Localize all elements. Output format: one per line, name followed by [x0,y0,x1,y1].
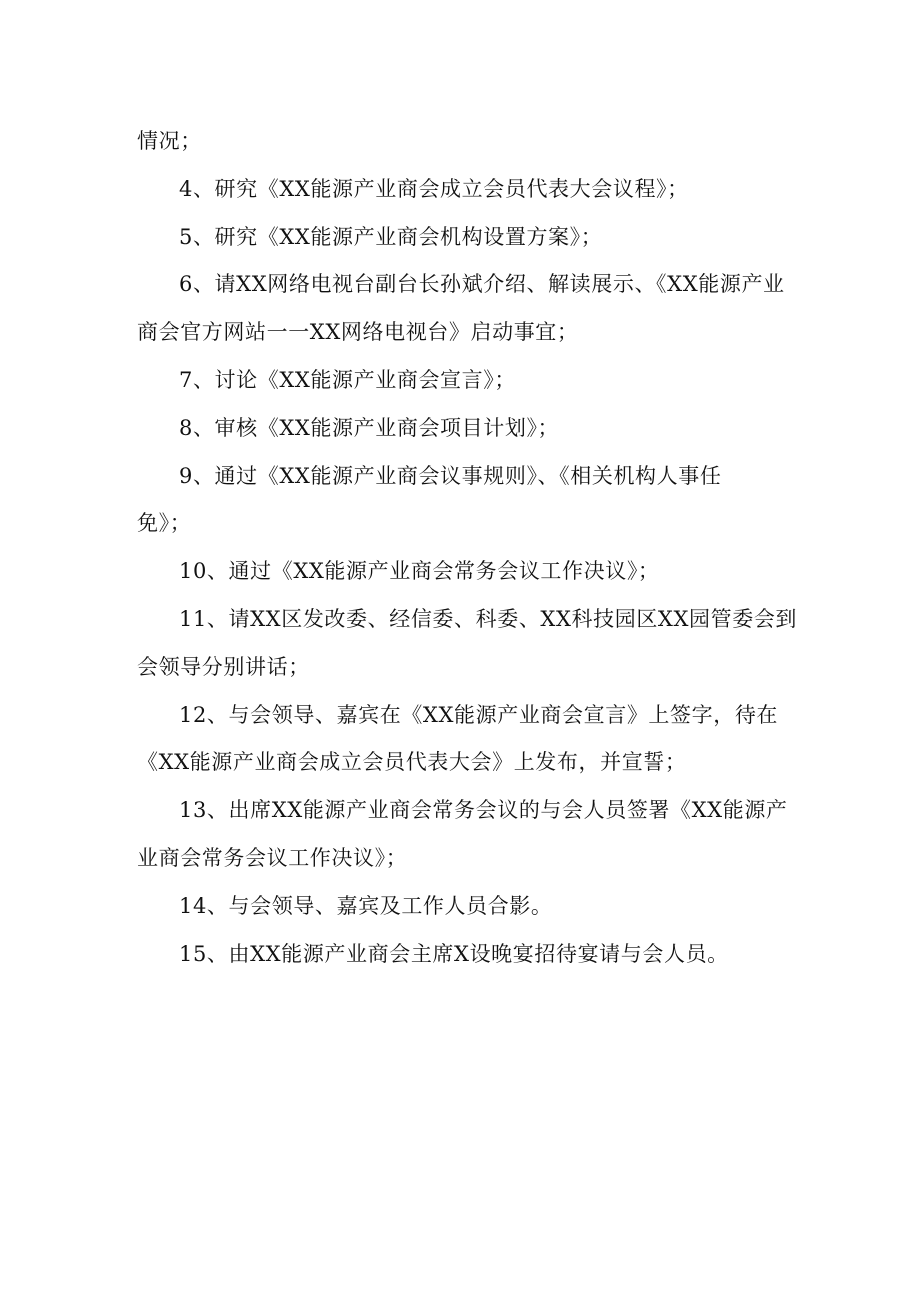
paragraph-line: 免》； [137,511,192,536]
paragraph-line: 会领导分别讲话； [137,654,310,679]
agenda-item-12 [137,692,777,788]
paragraph-line: 6、请XX网络电视台副台长孙斌介绍、解读展示、《XX能源产业 [179,272,785,297]
agenda-item-4 [137,166,777,214]
paragraph-line: 8、审核《XX能源产业商会项目计划》； [179,415,560,440]
agenda-item-9 [137,453,777,549]
agenda-item-10 [137,548,777,596]
paragraph-line: 5、研究《XX能源产业商会机构设置方案》； [179,224,603,249]
agenda-item-14 [137,883,777,931]
paragraph-line: 4、研究《XX能源产业商会成立会员代表大会议程》； [179,176,689,201]
agenda-item-5 [137,214,777,262]
paragraph-line: 14、与会领导、嘉宾及工作人员合影。 [179,893,553,918]
paragraph-line: 7、讨论《XX能源产业商会宣言》； [179,367,516,392]
document-body [137,118,798,978]
paragraph-line: 业商会常务会议工作决议》； [137,845,408,870]
agenda-item-7 [137,357,777,405]
agenda-item-13 [137,787,788,883]
agenda-item-8 [137,405,777,453]
paragraph-line: 11、请XX区发改委、经信委、科委、XX科技园区XX园管委会到 [179,606,798,631]
paragraph-line: 12、与会领导、嘉宾在《XX能源产业商会宣言》上签字，待在 [179,702,779,727]
paragraph-line: 10、通过《XX能源产业商会常务会议工作决议》； [179,559,660,584]
paragraph-line: 9、通过《XX能源产业商会议事规则》、《相关机构人事任 [179,463,722,488]
paragraph-line: 《XX能源产业商会成立会员代表大会》上发布，并宣誓； [137,750,687,775]
paragraph-line: 商会官方网站一一XX网络电视台》启动事宜； [137,320,579,345]
agenda-item-15 [137,931,777,979]
continuation-paragraph [137,118,777,166]
agenda-item-11 [137,596,798,692]
agenda-item-6 [137,261,785,357]
paragraph-line: 情况； [137,129,202,153]
paragraph-line: 13、出席XX能源产业商会常务会议的与会人员签署《XX能源产 [179,798,788,823]
paragraph-line: 15、由XX能源产业商会主席X设晚宴招待宴请与会人员。 [179,941,729,966]
